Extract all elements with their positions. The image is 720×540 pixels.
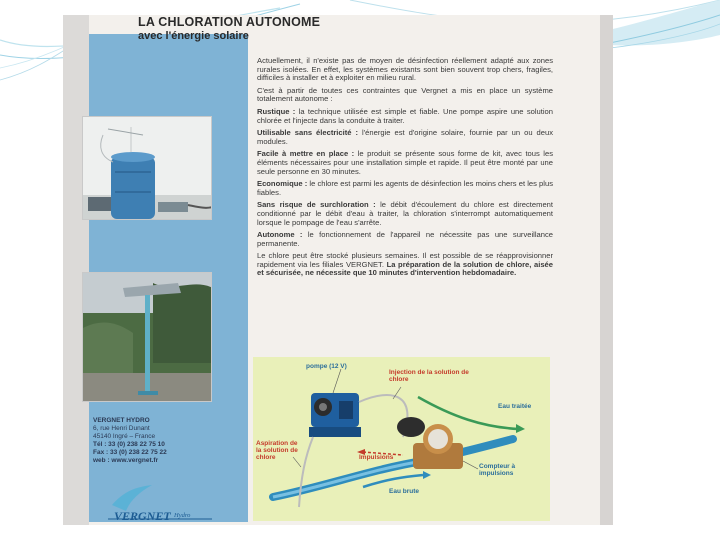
paragraph-intro: Actuellement, il n'existe pas de moyen de désinfection réellement adapté aux zones rurales isolées. En effet, les systèmes existants sont bien souvent trop chers, fragiles, difficiles à installer et à exploiter en milieu rural. [257, 56, 553, 83]
label-aspiration: Aspiration de la solution de chlore [256, 440, 298, 461]
document-edge-right [600, 15, 613, 525]
label-impulsions: Impulsions [359, 454, 394, 461]
paragraph-sans-risque: Sans risque de surchloration : le débit d'écoulement du chlore est directement conditionné par le débit d'eau à traiter, la chloration s'interrompt automatiquement lorsque le pompage de l'eau s'arrête. [257, 200, 553, 227]
paragraph-context: C'est à partir de toutes ces contraintes que Vergnet a mis en place un système totalement autonome : [257, 85, 553, 104]
solar-panel-illustration-icon [83, 273, 212, 402]
document-edge-left [63, 15, 89, 525]
paragraph-rustique: Rustique : la technique utilisée est simple et fiable. Une pompe aspire une solution chlorée et l'injecte dans la conduite à traiter. [257, 106, 553, 125]
chlorine-tank-illustration-icon [83, 117, 212, 220]
vergnet-logo [106, 483, 214, 523]
label-pompe: pompe (12 V) [306, 363, 347, 370]
contact-web: web : www.vergnet.fr [93, 457, 159, 464]
contact-city: 45140 Ingré – France [93, 433, 156, 440]
installation-diagram [253, 357, 550, 521]
label-eau-traitee: Eau traitée [498, 403, 532, 410]
pump-illustration-icon [309, 393, 361, 437]
paragraph-sans-electricite: Utilisable sans électricité : l'énergie est d'origine solaire, fournie par un ou deux modules. [257, 128, 553, 146]
contact-fax: Fax : 33 (0) 238 22 75 22 [93, 449, 167, 456]
contact-tel: Tél : 33 (0) 238 22 75 10 [93, 441, 165, 448]
document-subtitle: avec l'énergie solaire [138, 30, 249, 42]
paragraph-mise-en-place: Facile à mettre en place : le produit se présente sous forme de kit, avec tous les éléments nécessaires pour une installation simple et rapide. Il peut être monté par une seule personne en 30 minutes. [257, 149, 553, 176]
solar-panel-photo [82, 272, 212, 402]
label-injection: Injection de la solution de chlore [389, 369, 469, 383]
paragraph-autonome: Autonome : le fonctionnement de l'appareil ne nécessite pas une surveillance permanente. [257, 230, 553, 248]
paragraph-economique: Economique : le chlore est parmi les agents de désinfection les moins chers et les plus fiables. [257, 179, 553, 197]
chlorine-tank-photo [82, 116, 212, 220]
contact-street: 6, rue Henri Dunant [93, 425, 150, 432]
logo-division: Hydro [174, 512, 191, 519]
document-title: LA CHLORATION AUTONOME [138, 15, 321, 29]
paragraph-stockage: Le chlore peut être stocké plusieurs semaines. Il est possible de se réapprovisionner rapidement via les filiales VERGNET. La préparation de la solution de chlore, aisée et sécurisée, ne nécessite que 10 minutes d'intervention hebdomadaire. [257, 251, 554, 278]
logo-brand: VERGNET [114, 509, 171, 523]
contact-block [93, 417, 243, 465]
article-body [257, 57, 553, 282]
label-compteur: Compteur à impulsions [479, 463, 516, 477]
label-eau-brute: Eau brute [389, 488, 419, 495]
contact-company: VERGNET HYDRO [93, 417, 150, 424]
